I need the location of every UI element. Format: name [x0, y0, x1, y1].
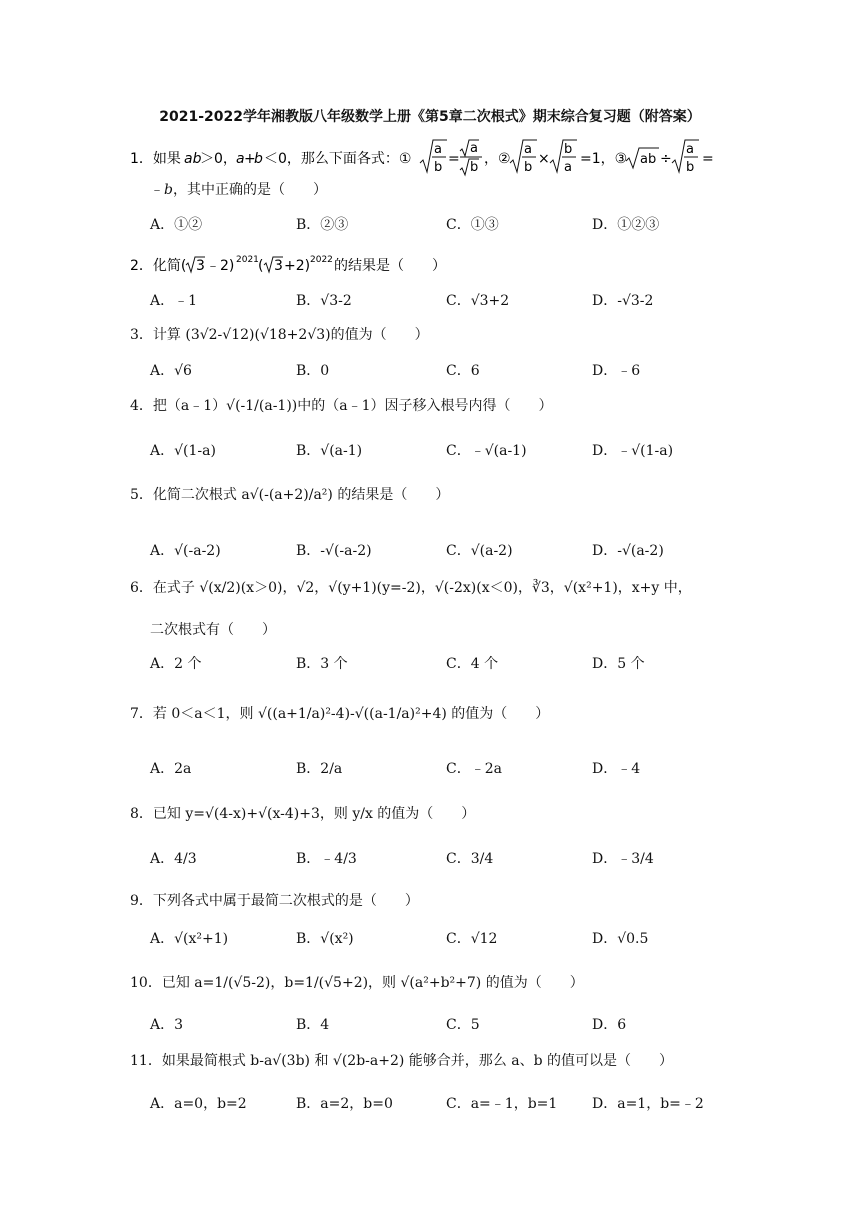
option-a[interactable]: A．﹣1 — [150, 293, 198, 309]
option-c[interactable]: C．√3+2 — [446, 293, 510, 309]
svg-text:b: b — [434, 160, 443, 175]
option-c[interactable]: C．a=﹣1，b=1 — [446, 1096, 558, 1112]
question-7: 7．若 0＜a＜1，则 √((a+1/a)²-4)-√((a-1/a)²+4) 的值为（ ） — [130, 706, 550, 722]
option-c[interactable]: C．√(a-2) — [446, 543, 513, 559]
option-a[interactable]: A．√(-a-2) — [150, 543, 221, 559]
svg-text:2022: 2022 — [310, 255, 333, 265]
svg-text:×: × — [538, 151, 550, 167]
svg-text:的结果是（ ）: 的结果是（ ） — [334, 258, 446, 274]
question-3-options — [150, 360, 730, 382]
svg-text:b: b — [686, 160, 695, 175]
question-11-options — [150, 1093, 730, 1115]
option-c[interactable]: C．﹣√(a-1) — [446, 443, 527, 459]
svg-text:1．如果: 1．如果 — [130, 151, 181, 167]
question-5: 5．化简二次根式 a√(-(a+2)/a²) 的结果是（ ） — [130, 487, 450, 503]
svg-text:a: a — [524, 142, 532, 157]
svg-text:a: a — [236, 151, 245, 167]
option-d[interactable]: D．﹣6 — [592, 363, 641, 379]
option-d[interactable]: D．①②③ — [592, 217, 660, 233]
svg-text:a: a — [564, 160, 572, 175]
question-10: 10．已知 a=1/(√5-2)，b=1/(√5+2)，则 √(a²+b²+7) 的值为（ ） — [130, 975, 584, 991]
option-c[interactable]: C．√12 — [446, 931, 498, 947]
svg-text:3: 3 — [274, 258, 283, 274]
svg-text:=: = — [448, 151, 460, 167]
svg-text:b: b — [564, 142, 573, 157]
question-7-options — [150, 758, 730, 780]
option-a[interactable]: A．2 个 — [150, 656, 202, 672]
option-a[interactable]: A．3 — [150, 1017, 184, 1033]
option-c[interactable]: C．﹣2a — [446, 761, 502, 777]
option-c[interactable]: C．5 — [446, 1017, 480, 1033]
svg-text:ab: ab — [640, 152, 657, 167]
option-c[interactable]: C．3/4 — [446, 851, 494, 867]
question-10-options — [150, 1014, 730, 1036]
svg-text:＜0，那么下面各式：①: ＜0，那么下面各式：① — [264, 151, 412, 167]
svg-text:b: b — [254, 151, 263, 167]
question-9: 9．下列各式中属于最简二次根式的是（ ） — [130, 893, 419, 909]
question-2-options — [150, 290, 730, 312]
svg-text:a: a — [434, 142, 442, 157]
option-c[interactable]: C．①③ — [446, 217, 499, 233]
svg-text:=: = — [702, 151, 714, 167]
question-3: 3．计算 (3√2-√12)(√18+2√3)的值为（ ） — [130, 327, 429, 343]
question-2 — [130, 253, 490, 281]
question-1-continuation: ﹣b，其中正确的是（ ） — [150, 182, 327, 198]
question-1-stem — [130, 137, 750, 179]
page-title: 2021-2022学年湘教版八年级数学上册《第5章二次根式》期末综合复习题（附答案） — [159, 109, 701, 125]
svg-text:+: + — [244, 151, 256, 167]
svg-text:a: a — [470, 141, 478, 156]
option-b[interactable]: B．0 — [296, 363, 330, 379]
option-b[interactable]: B．√(a-1) — [296, 443, 363, 459]
option-a[interactable]: A．2a — [150, 761, 192, 777]
question-1 — [130, 137, 750, 183]
option-b[interactable]: B．4 — [296, 1017, 330, 1033]
option-d[interactable]: D．﹣√(1-a) — [592, 443, 674, 459]
option-c[interactable]: C．4 个 — [446, 656, 499, 672]
option-d[interactable]: D．√0.5 — [592, 931, 649, 947]
question-1-options — [150, 214, 730, 236]
option-d[interactable]: D．a=1，b=﹣2 — [592, 1096, 704, 1112]
option-d[interactable]: D．﹣3/4 — [592, 851, 654, 867]
question-11: 11．如果最简根式 b-a√(3b) 和 √(2b-a+2) 能够合并，那么 a、b 的值可以是（ ） — [130, 1053, 674, 1069]
option-d[interactable]: D．6 — [592, 1017, 627, 1033]
option-a[interactable]: A．a=0，b=2 — [150, 1096, 247, 1112]
option-d[interactable]: D．﹣4 — [592, 761, 641, 777]
option-d[interactable]: D．5 个 — [592, 656, 645, 672]
question-4: 4．把（a﹣1）√(-1/(a-1))中的（a﹣1）因子移入根号内得（ ） — [130, 398, 553, 414]
svg-text:a: a — [686, 142, 694, 157]
option-d[interactable]: D．-√(a-2) — [592, 543, 664, 559]
question-6: 6．在式子 √(x/2)(x＞0)，√2，√(y+1)(y=-2)，√(-2x)(x＜0)，∛3，√(x²+1)，x+y 中， — [130, 580, 692, 596]
option-b[interactable]: B．2/a — [296, 761, 343, 777]
svg-text:b: b — [470, 160, 479, 175]
option-a[interactable]: A．①② — [150, 217, 203, 233]
option-b[interactable]: B．a=2，b=0 — [296, 1096, 393, 1112]
question-4-options — [150, 440, 730, 462]
option-b[interactable]: B．-√(-a-2) — [296, 543, 372, 559]
question-8: 8．已知 y=√(4-x)+√(x-4)+3，则 y/x 的值为（ ） — [130, 806, 476, 822]
svg-text:(: ( — [258, 258, 264, 274]
question-2-stem — [130, 253, 490, 277]
option-b[interactable]: B．√(x²) — [296, 931, 354, 947]
svg-text:，②: ，② — [484, 151, 511, 167]
question-8-options — [150, 848, 730, 870]
question-6-continuation: 二次根式有（ ） — [150, 622, 276, 638]
option-b[interactable]: B．②③ — [296, 217, 349, 233]
question-6-options — [150, 653, 730, 675]
question-9-options — [150, 928, 730, 950]
svg-text:=1，③: =1，③ — [580, 151, 628, 167]
option-d[interactable]: D．-√3-2 — [592, 293, 654, 309]
svg-text:3: 3 — [196, 258, 205, 274]
option-a[interactable]: A．4/3 — [150, 851, 197, 867]
svg-text:﹣2): ﹣2) — [206, 258, 235, 274]
svg-text:ab: ab — [184, 151, 202, 167]
svg-text:+2): +2) — [284, 258, 311, 274]
svg-text:2．化简(: 2．化简( — [130, 258, 187, 274]
option-c[interactable]: C．6 — [446, 363, 480, 379]
svg-text:÷: ÷ — [660, 151, 672, 167]
option-b[interactable]: B．√3-2 — [296, 293, 352, 309]
option-b[interactable]: B．﹣4/3 — [296, 851, 357, 867]
option-a[interactable]: A．√(1-a) — [150, 443, 216, 459]
svg-text:2021: 2021 — [236, 255, 259, 265]
option-a[interactable]: A．√(x²+1) — [150, 931, 229, 947]
option-a[interactable]: A．√6 — [150, 363, 192, 379]
svg-text:＞0，: ＞0， — [200, 151, 237, 167]
question-5-options — [150, 540, 730, 562]
svg-text:b: b — [524, 160, 533, 175]
option-b[interactable]: B．3 个 — [296, 656, 348, 672]
